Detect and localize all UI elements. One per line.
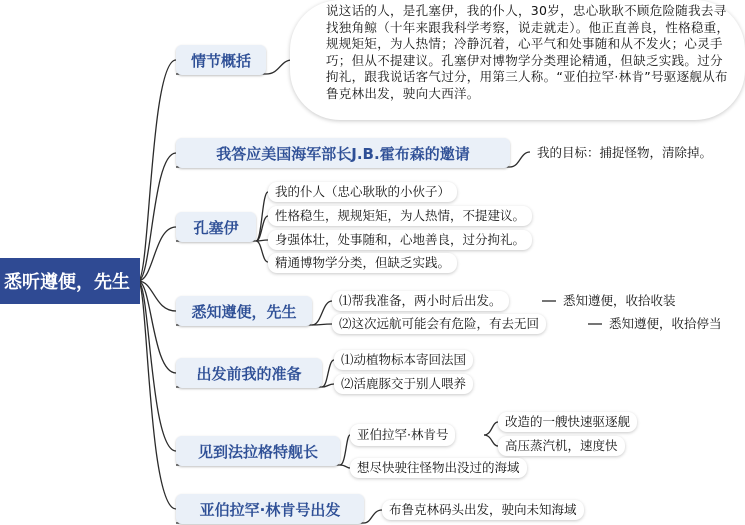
leaf-goal: 我的目标：捕捉怪物，清除掉。: [537, 145, 713, 160]
branch-at-your-service: 悉知遵便，先生: [176, 296, 312, 326]
leaf-conseil-character: 性格稳生，规规矩矩，为人热情，不提建议。: [268, 206, 532, 226]
leaf-danger-result: 悉知遵便，收拾停当: [609, 316, 722, 331]
leaf-specimens: ⑴动植物标本寄回法国: [334, 350, 473, 370]
plot-summary-text: 说这话的人，是孔塞伊，我的仆人，30岁，忠心耿耿不顾危险随我去寻找独角鲸（十年来跟我科学考察，说走就走）。他正直善良，性格稳重，规规矩矩，为人热情；冷静沉着，心平气和处事随和从不发火；心灵手巧；但从不提建议。孔塞伊对博物学分类理论精通，但缺乏实践。过分拘礼，跟我说话客气过分，用第三人称。“亚伯拉罕·林肯”号驱逐舰从布鲁克林出发，驶向大西洋。: [290, 0, 745, 120]
branch-conseil: 孔塞伊: [176, 212, 256, 242]
leaf-departure-brooklyn: 布鲁克林码头出发，驶向未知海域: [382, 500, 584, 520]
branch-plot-summary: 情节概括: [176, 45, 266, 75]
branch-lincoln-departs: 亚伯拉罕·林肯号出发: [176, 494, 364, 524]
leaf-lincoln-ship: 亚伯拉罕·林肯号: [350, 424, 455, 446]
branch-meet-farragut: 见到法拉格特舰长: [176, 436, 340, 466]
branch-accept-invitation: 我答应美国海军部长J.B.霍布森的邀请: [176, 138, 510, 168]
leaf-prepare-result: 悉知遵便，收拾收装: [563, 293, 676, 308]
leaf-prepare: ⑴帮我准备，两小时后出发。: [332, 291, 509, 311]
leaf-ship-engine: 高压蒸汽机，速度快: [498, 436, 625, 456]
root-topic: 悉听遵便，先生: [0, 258, 140, 304]
leaf-conseil-knowledge: 精通博物学分类，但缺乏实践。: [268, 253, 457, 273]
leaf-sail-soon: 想尽快驶往怪物出没过的海域: [350, 458, 527, 478]
leaf-ship-frigate: 改造的一艘快速驱逐舰: [498, 412, 637, 432]
leaf-conseil-servant: 我的仆人（忠心耿耿的小伙子）: [268, 182, 457, 202]
branch-preparation: 出发前我的准备: [176, 358, 322, 388]
leaf-babirusa: ⑵活鹿豚交于别人喂养: [334, 374, 473, 394]
leaf-danger: ⑵这次远航可能会有危险，有去无回: [332, 314, 546, 334]
leaf-conseil-body: 身强体壮，处事随和，心地善良，过分拘礼。: [268, 230, 532, 250]
